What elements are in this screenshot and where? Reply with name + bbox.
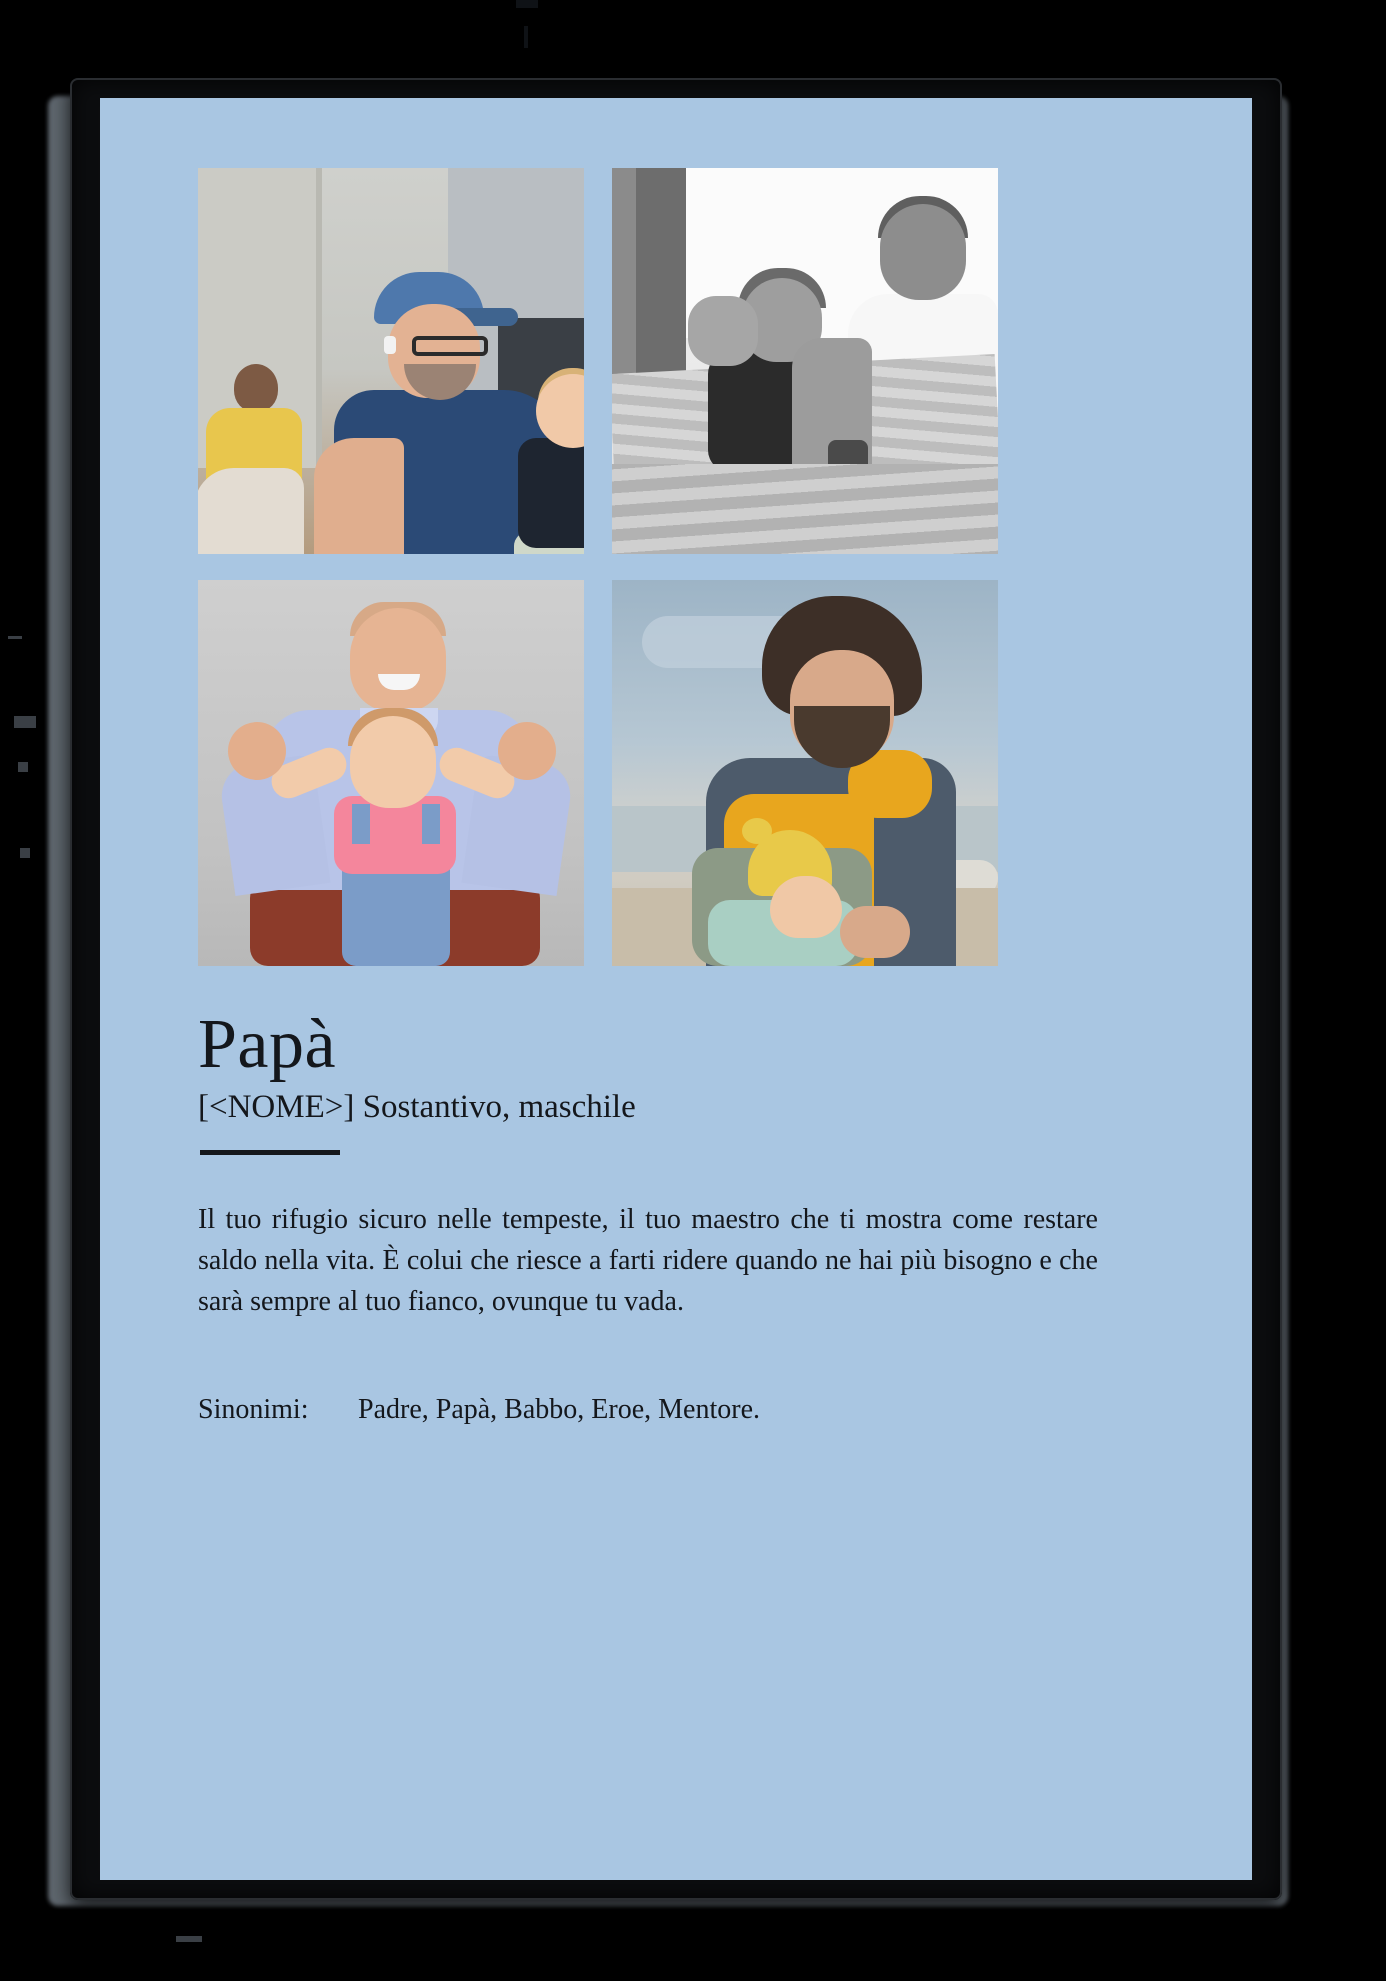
canvas-speck-left-3	[18, 762, 28, 772]
poster-frame	[70, 78, 1282, 1900]
poster-artwork	[100, 98, 1252, 1880]
poster-subtitle: [<NOME>] Sostantivo, maschile	[198, 1089, 636, 1125]
page-title: Papà	[198, 1006, 337, 1083]
synonyms-row	[198, 1392, 1098, 1428]
canvas-edge-artifact-top-2	[524, 26, 528, 48]
synonyms-label: Sinonimi:	[198, 1394, 309, 1425]
photo-top-left	[198, 168, 584, 554]
photo-top-right	[612, 168, 998, 554]
photo-grid	[198, 168, 1098, 966]
poster-text-block	[198, 1006, 1098, 1428]
canvas-speck-left-2	[14, 716, 36, 728]
canvas-speck-bottom	[176, 1936, 202, 1942]
synonyms-values: Padre, Papà, Babbo, Eroe, Mentore.	[358, 1394, 760, 1425]
photo-bottom-right	[612, 580, 998, 966]
canvas-speck-left-4	[20, 848, 30, 858]
canvas-speck-left-1	[8, 636, 22, 639]
definition-text: Il tuo rifugio sicuro nelle tempeste, il tuo maestro che ti mostra come restare saldo nella vita. È colui che riesce a farti ridere quando ne hai più bisogno e che sarà sempre al tuo fianco, ovunque tu vada.	[198, 1204, 1098, 1317]
canvas-edge-artifact-top	[516, 0, 538, 8]
photo-bottom-left	[198, 580, 584, 966]
divider	[200, 1150, 340, 1155]
